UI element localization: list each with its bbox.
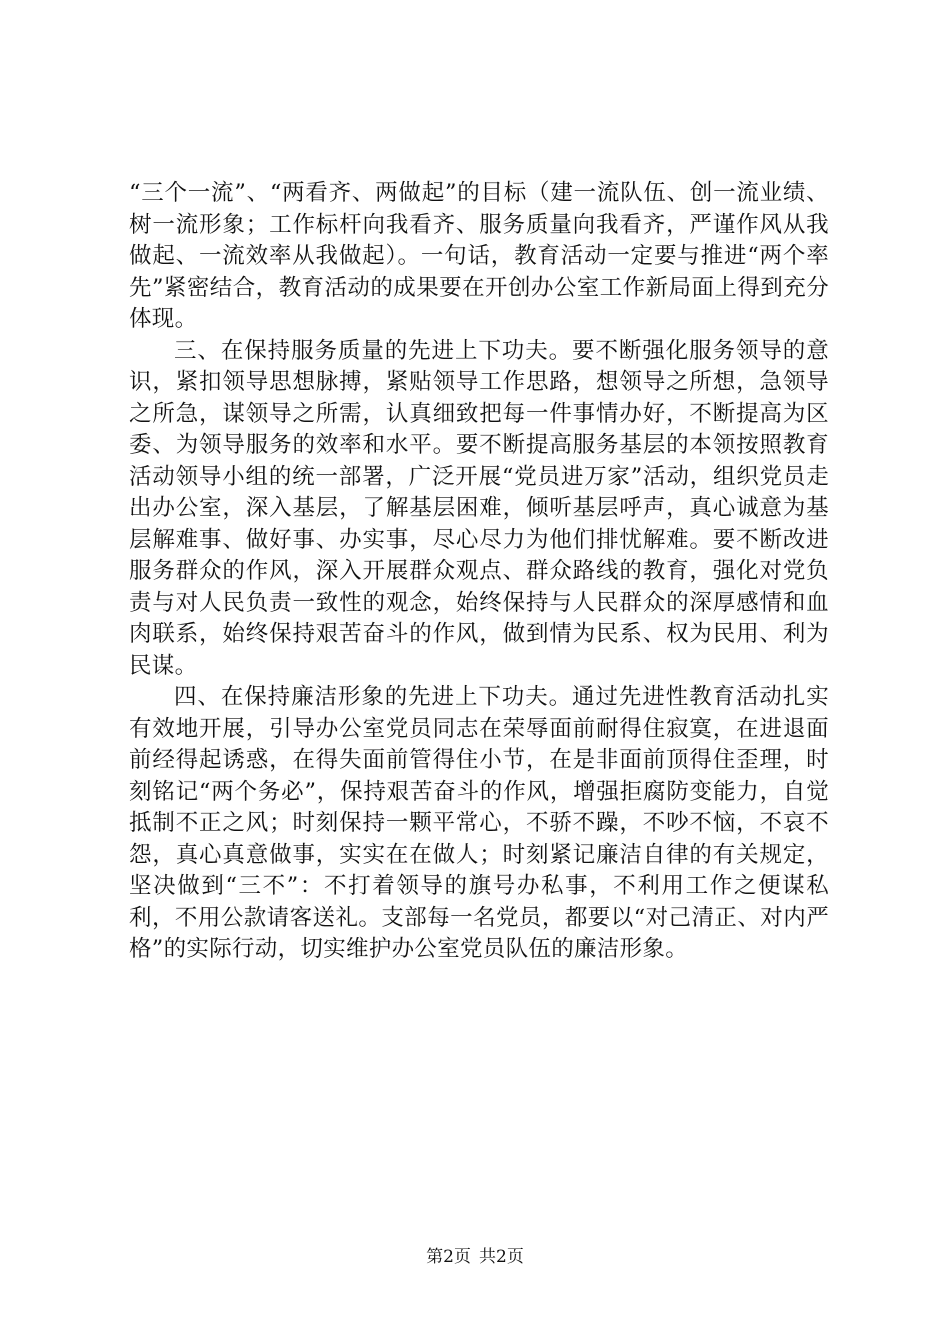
paragraph-service-quality: 三、在保持服务质量的先进上下功夫。要不断强化服务领导的意识，紧扣领导思想脉搏，紧贴领导工作思路，想领导之所想，急领导之所急，谋领导之所需，认真细致把每一件事情办好，不断提高为区委、为领导服务的效率和水平。要不断提高服务基层的本领按照教育活动领导小组的统一部署，广泛开展“党员进万家”活动，组织党员走出办公室，深入基层，了解基层困难，倾听基层呼声，真心诚意为基层解难事、做好事、办实事，尽心尽力为他们排忧解难。要不断改进服务群众的作风，深入开展群众观点、群众路线的教育，强化对党负责与对人民负责一致性的观念，始终保持与人民群众的深厚感情和血肉联系，始终保持艰苦奋斗的作风，做到情为民系、权为民用、利为民谋。 bbox=[129, 337, 829, 679]
page-total: 共2页 bbox=[479, 1247, 524, 1267]
paragraph-goals: “三个一流”、“两看齐、两做起”的目标（建一流队伍、创一流业绩、树一流形象；工作标杆向我看齐、服务质量向我看齐，严谨作风从我做起、一流效率从我做起）。一句话，教育活动一定要与推进“两个率先”紧密结合，教育活动的成果要在开创办公室工作新局面上得到充分体现。 bbox=[129, 180, 829, 332]
page-footer bbox=[0, 1245, 950, 1269]
paragraph-integrity-image: 四、在保持廉洁形象的先进上下功夫。通过先进性教育活动扎实有效地开展，引导办公室党员同志在荣辱面前耐得住寂寞，在进退面前经得起诱惑，在得失面前管得住小节，在是非面前顶得住歪理，时刻铭记“两个务必”，保持艰苦奋斗的作风，增强拒腐防变能力，自觉抵制不正之风；时刻保持一颗平常心，不骄不躁，不吵不恼，不哀不怨，真心真意做事，实实在在做人；时刻紧记廉洁自律的有关规定，坚决做到“三不”：不打着领导的旗号办私事，不利用工作之便谋私利，不用公款请客送礼。支部每一名党员，都要以“对己清正、对内严格”的实际行动，切实维护办公室党员队伍的廉洁形象。 bbox=[129, 684, 829, 962]
document-body bbox=[129, 178, 829, 966]
page-number: 第2页 bbox=[426, 1247, 471, 1267]
